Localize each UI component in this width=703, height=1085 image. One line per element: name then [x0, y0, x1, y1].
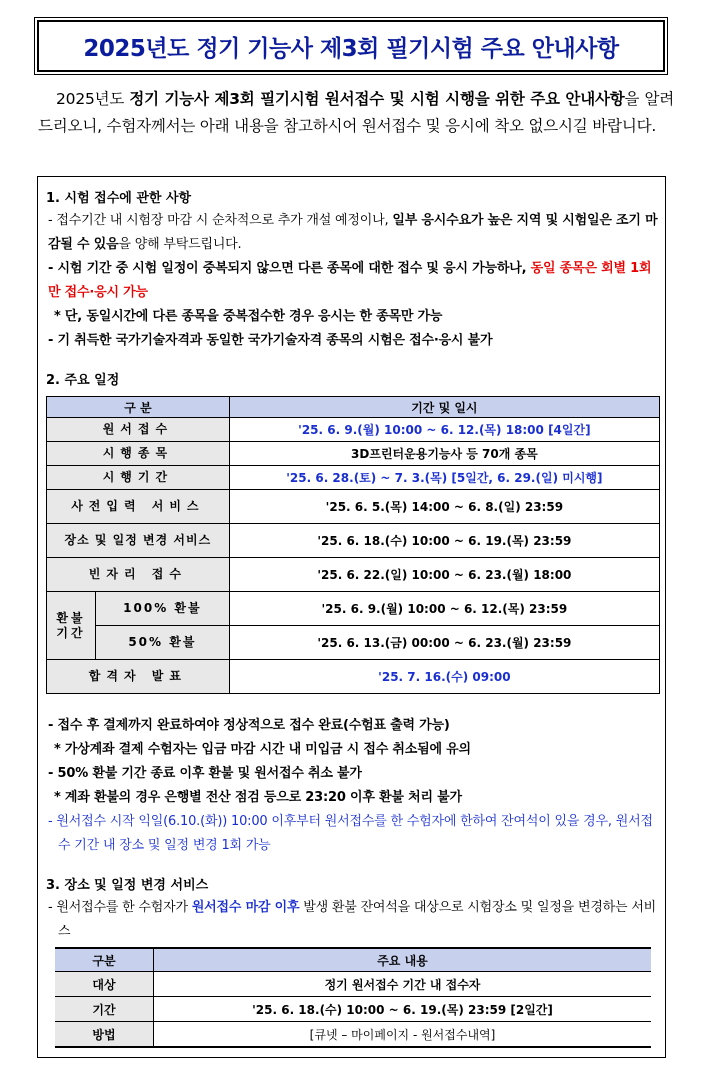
- schedule-refund-50-label: 50% 환불: [96, 626, 230, 660]
- service-col-content: 주요 내용: [154, 948, 652, 972]
- schedule-row-label: 사전입력 서비스: [47, 490, 230, 524]
- section3-heading: 3. 장소 및 일정 변경 서비스: [46, 878, 209, 893]
- schedule-row-value: '25. 6. 22.(일) 10:00 ~ 6. 23.(월) 18:00: [229, 558, 659, 592]
- section2-note3: - 50% 환불 기간 종료 이후 환불 및 원서접수 취소 불가: [48, 766, 362, 781]
- s1-i1-bold: 일부 응시수요가 높은 지역 및 시험일은 조기 마감될 수 있음: [48, 213, 658, 252]
- main-content-box: [37, 176, 666, 1058]
- section2-note4: * 계좌 환불의 경우 은행별 전산 점검 등으로 23:20 이후 환불 처리 불가: [54, 790, 462, 805]
- s3-desc-blue: 원서접수 마감 이후: [191, 900, 300, 915]
- schedule-refund-100-value: '25. 6. 9.(월) 10:00 ~ 6. 12.(목) 23:59: [229, 592, 659, 626]
- schedule-row-label: 원서접수: [47, 418, 230, 442]
- section1-item2: [48, 257, 660, 305]
- s1-i2-text-a: - 시험 기간 중 시험 일정이 중복되지 않으면 다른 종목에 대한 접수 및 응시 가능하나,: [48, 261, 531, 276]
- title-box: [37, 20, 665, 72]
- schedule-table: [46, 396, 660, 694]
- schedule-row-value: '25. 6. 9.(월) 10:00 ~ 6. 12.(목) 18:00 [4일간]: [229, 418, 659, 442]
- schedule-col-period: 기간 및 일시: [229, 397, 659, 418]
- s3-desc-a: - 원서접수를 한 수험자가: [48, 900, 192, 915]
- page-title: 2025년도 정기 기능사 제3회 필기시험 주요 안내사항: [83, 35, 619, 62]
- schedule-row-label: 합격자 발표: [47, 660, 230, 694]
- schedule-row-value: '25. 6. 28.(토) ~ 7. 3.(목) [5일간, 6. 29.(일) 미시행]: [229, 466, 659, 490]
- section2-note1: - 접수 후 결제까지 완료하여야 정상적으로 접수 완료(수험표 출력 가능): [48, 718, 450, 733]
- service-row-label: 방법: [55, 1022, 154, 1048]
- s1-i1-text-a: - 접수기간 내 시험장 마감 시 순차적으로 추가 개설 예정이나,: [48, 213, 393, 228]
- section1-item3: * 단, 동일시간에 다른 종목을 중복접수한 경우 응시는 한 종목만 가능: [54, 309, 443, 324]
- service-row-value: [큐넷 – 마이페이지 - 원서접수내역]: [154, 1022, 652, 1048]
- schedule-row-value: 3D프린터운용기능사 등 70개 종목: [229, 442, 659, 466]
- schedule-row-value: '25. 7. 16.(수) 09:00: [229, 660, 659, 694]
- s3-desc-c: 발생 환불 잔여석을 대상으로 시험장소 및 일정을 변경하는 서비스: [58, 900, 657, 939]
- service-row-label: 기간: [55, 997, 154, 1022]
- schedule-row-value: '25. 6. 5.(목) 14:00 ~ 6. 8.(일) 23:59: [229, 490, 659, 524]
- schedule-refund-50-value: '25. 6. 13.(금) 00:00 ~ 6. 23.(월) 23:59: [229, 626, 659, 660]
- schedule-refund-100-label: 100% 환불: [96, 592, 230, 626]
- section2-note2: * 가상계좌 결제 수험자는 입금 마감 시간 내 미입금 시 접수 취소됨에 유의: [54, 742, 471, 757]
- s1-i2-red: 동일 종목은 회별 1회만 접수·응시 가능: [48, 261, 652, 300]
- schedule-row-value: '25. 6. 18.(수) 10:00 ~ 6. 19.(목) 23:59: [229, 524, 659, 558]
- section1-item4: - 기 취득한 국가기술자격과 동일한 국가기술자격 종목의 시험은 접수·응시 불가: [48, 333, 493, 348]
- schedule-row-label: 빈자리 접수: [47, 558, 230, 592]
- service-row-label: 대상: [55, 972, 154, 997]
- service-row-value: 정기 원서접수 기간 내 접수자: [154, 972, 652, 997]
- section2-heading: 2. 주요 일정: [46, 373, 120, 388]
- intro-text-1: 2025년도: [56, 90, 130, 108]
- intro-paragraph: [38, 86, 674, 140]
- schedule-col-category: 구 분: [47, 397, 230, 418]
- intro-text-2: 을 알려드리오니, 수험자께서는 아래 내용을 참고하시어 원서접수 및 응시에 착오 없으시길 바랍니다.: [38, 90, 674, 135]
- schedule-row-label: 장소 및 일정 변경 서비스: [47, 524, 230, 558]
- service-col-category: 구분: [55, 948, 154, 972]
- schedule-row-label: 시행종목: [47, 442, 230, 466]
- section2-note5: - 원서접수 시작 익일(6.10.(화)) 10:00 이후부터 원서접수를 한 수험자에 한하여 잔여석이 있을 경우, 원서접수 기간 내 장소 및 일정 변경 1회 가능: [48, 814, 653, 853]
- service-table: [55, 947, 651, 1048]
- intro-bold: 정기 기능사 제3회 필기시험 원서접수 및 시험 시행을 위한 주요 안내사항: [129, 90, 625, 108]
- section3-description: [48, 896, 662, 944]
- section1-item1: [48, 209, 660, 257]
- schedule-row-label: 시행기간: [47, 466, 230, 490]
- section1-heading: 1. 시험 접수에 관한 사항: [46, 191, 192, 206]
- service-row-value: '25. 6. 18.(수) 10:00 ~ 6. 19.(목) 23:59 [2일간]: [154, 997, 652, 1022]
- schedule-refund-label: 환불 기간: [47, 592, 96, 660]
- s1-i1-text-c: 을 양해 부탁드립니다.: [118, 237, 242, 252]
